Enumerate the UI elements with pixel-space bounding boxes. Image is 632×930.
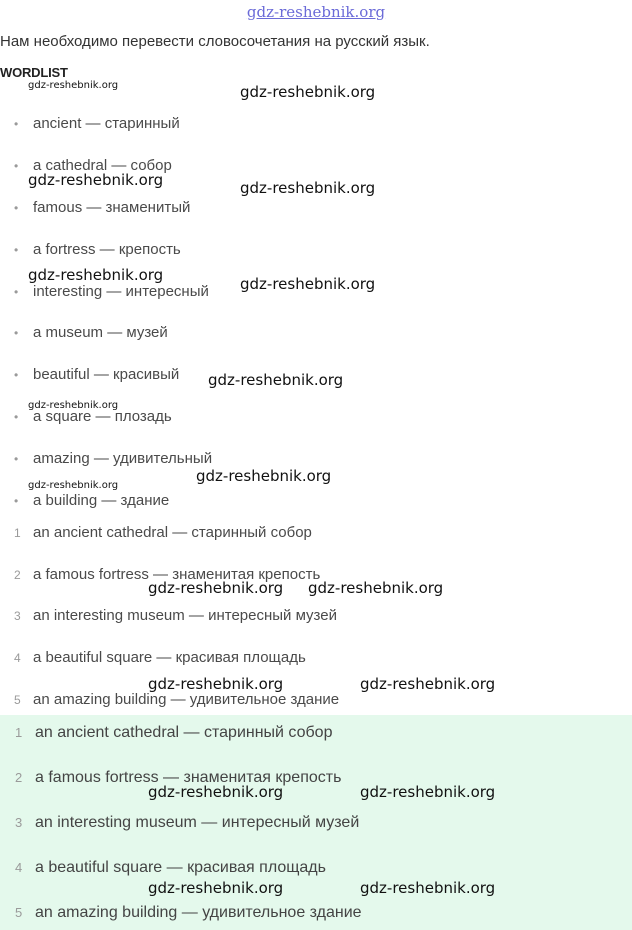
bullet-icon: • (14, 243, 19, 257)
watermark: gdz-reshebnik.org (360, 675, 496, 693)
bullet-icon: • (14, 326, 19, 340)
list-item: • a fortress — крепость (14, 241, 181, 258)
watermark: gdz-reshebnik.org (208, 371, 344, 389)
bullet-icon: • (14, 452, 19, 466)
bullet-icon: • (14, 410, 19, 424)
list-item: • a square — плозадь (14, 408, 172, 425)
watermark: gdz-reshebnik.org (28, 266, 164, 284)
list-item: • amazing — удивительный (14, 450, 213, 467)
phrase-item: 5 an amazing building — удивительное здание (14, 691, 340, 708)
watermark: gdz-reshebnik.org (148, 579, 284, 597)
answer-item: 2 a famous fortress — знаменитая крепость (15, 769, 342, 786)
bullet-icon: • (14, 285, 19, 299)
list-item: • interesting — интересный (14, 283, 209, 300)
phrase-item: 3 an interesting museum — интересный музей (14, 607, 337, 624)
watermark: gdz-reshebnik.org (240, 179, 376, 197)
watermark: gdz-reshebnik.org (28, 480, 119, 491)
list-item: • a building — здание (14, 492, 170, 509)
answer-item: 4 a beautiful square — красивая площадь (15, 859, 326, 876)
watermark: gdz-reshebnik.org (28, 171, 164, 189)
watermark: gdz-reshebnik.org (240, 83, 376, 101)
phrase-item: 2 a famous fortress — знаменитая крепость (14, 566, 321, 583)
watermark: gdz-reshebnik.org (308, 579, 444, 597)
list-item: • ancient — старинный (14, 115, 180, 132)
watermark: gdz-reshebnik.org (28, 400, 119, 411)
list-item: • famous — знаменитый (14, 199, 191, 216)
list-item: • a museum — музей (14, 324, 168, 341)
bullet-icon: • (14, 494, 19, 508)
answer-item: 5 an amazing building — удивительное здание (15, 904, 362, 921)
bullet-icon: • (14, 159, 19, 173)
bullet-icon: • (14, 117, 19, 131)
watermark: gdz-reshebnik.org (28, 80, 119, 91)
answer-item: 1 an ancient cathedral — старинный собор (15, 724, 333, 741)
intro-text: Нам необходимо перевести словосочетания на русский язык. (0, 33, 430, 50)
answer-item: 3 an interesting museum — интересный музей (15, 814, 360, 831)
wordlist-title: WORDLIST (0, 65, 68, 80)
watermark: gdz-reshebnik.org (360, 783, 496, 801)
watermark: gdz-reshebnik.org (148, 783, 284, 801)
list-item: • beautiful — красивый (14, 366, 180, 383)
bullet-icon: • (14, 368, 19, 382)
list-item: • a cathedral — собор (14, 157, 172, 174)
watermark: gdz-reshebnik.org (148, 879, 284, 897)
watermark: gdz-reshebnik.org (196, 467, 332, 485)
watermark: gdz-reshebnik.org (148, 675, 284, 693)
watermark: gdz-reshebnik.org (240, 275, 376, 293)
watermark: gdz-reshebnik.org (360, 879, 496, 897)
site-header-link[interactable]: gdz-reshebnik.org (246, 3, 386, 21)
phrase-item: 1 an ancient cathedral — старинный собор (14, 524, 312, 541)
bullet-icon: • (14, 201, 19, 215)
phrase-item: 4 a beautiful square — красивая площадь (14, 649, 306, 666)
